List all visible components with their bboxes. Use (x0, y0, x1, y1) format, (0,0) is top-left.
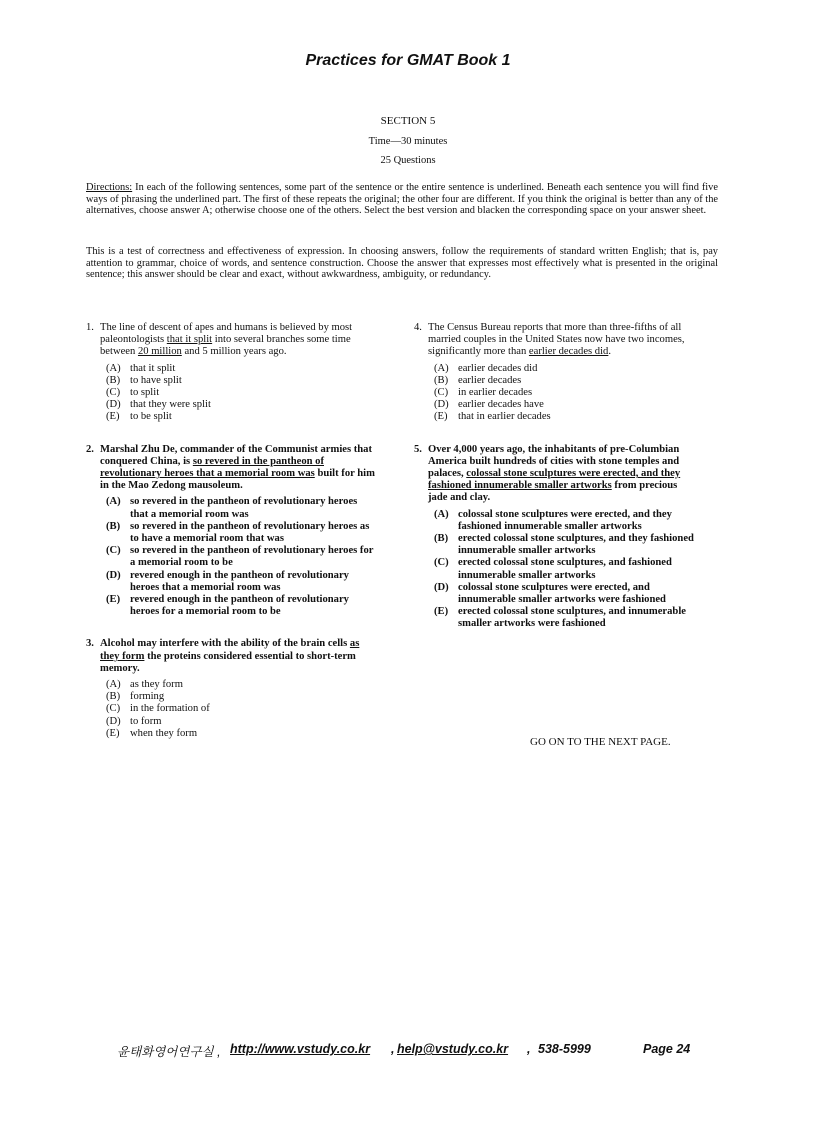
stem-text: into several branches some time between (100, 334, 351, 358)
answer-option-c[interactable]: (C) erected colossal stone sculptures, and fashioned innumerable smaller artworks (434, 557, 672, 581)
underlined-text: that it split (166, 334, 213, 346)
stem-text: Marshal Zhu De, commander of the Communist armies that conquered China, is (100, 443, 372, 467)
answer-option-c[interactable]: (C) in earlier decades (434, 387, 533, 399)
answer-option-d[interactable]: (D) colossal stone sculptures were erected, and innumerable smaller artworks were fashioned (434, 581, 666, 606)
question-stem (100, 638, 378, 675)
underlined-text: colossal stone sculptures were erected, and they fashioned innumerable smaller artworks (428, 468, 681, 492)
question-number: 4. (414, 322, 422, 333)
answer-options (100, 363, 378, 424)
answer-option-b[interactable]: (B) so revered in the pantheon of revolutionary heroes as to have a memorial room that was (106, 520, 370, 545)
underlined-text: 20 million (137, 346, 182, 358)
underlined-text: so revered in the pantheon of revolutionary heroes that a memorial room was (100, 455, 324, 480)
stem-text: the proteins considered essential to short-term memory. (100, 650, 356, 674)
answer-options (428, 509, 698, 631)
section-number: SECTION 5 (380, 115, 436, 127)
answer-option-b[interactable]: (B) forming (106, 691, 165, 703)
answer-option-c[interactable]: (C) in the formation of (106, 703, 210, 715)
question-number: 5. (414, 443, 422, 455)
answer-option-b[interactable]: (B) earlier decades (434, 374, 522, 386)
stem-text: . (608, 346, 611, 358)
right-column (414, 322, 698, 631)
underlined-text: as they form (100, 638, 360, 662)
footer-separator: , (391, 1042, 395, 1056)
footer-separator: , (527, 1042, 531, 1056)
answer-option-e[interactable]: (E) when they form (106, 727, 198, 739)
answer-option-a[interactable]: (A) so revered in the pantheon of revolutionary heroes that a memorial room was (106, 496, 358, 520)
answer-options (428, 363, 698, 424)
answer-option-b[interactable]: (B) to have split (106, 374, 182, 386)
question-stem (428, 322, 698, 359)
answer-option-e[interactable]: (E) to be split (106, 411, 172, 423)
stem-text: Alcohol may interfere with the ability of the brain cells (100, 638, 350, 650)
answer-option-d[interactable]: (D) revered enough in the pantheon of revolutionary heroes that a memorial room was (106, 569, 349, 593)
stem-text: Over 4,000 years ago, the inhabitants of pre-Columbian America built hundreds of cities with stone temples and palaces, (428, 443, 680, 480)
section-question-count: 25 Questions (380, 155, 436, 166)
question-number: 1. (86, 322, 94, 333)
footer-url-link[interactable]: http://www.vstudy.co.kr (230, 1042, 371, 1056)
page-number: Page 24 (643, 1042, 691, 1056)
question-4 (414, 322, 698, 424)
directions-paragraph (86, 182, 718, 217)
question-3 (86, 638, 378, 740)
question-2 (86, 444, 378, 619)
stem-text: built for him in the Mao Zedong mausoleum. (100, 468, 375, 492)
footer-org: 윤태화영어연구실 , (117, 1045, 221, 1059)
question-number: 3. (86, 638, 94, 650)
underlined-text: earlier decades did (528, 346, 609, 358)
footer-email-link[interactable]: help@vstudy.co.kr (397, 1042, 509, 1056)
answer-option-a[interactable]: (A) earlier decades did (434, 362, 538, 374)
left-column (86, 322, 378, 740)
answer-option-d[interactable]: (D) that they were split (106, 399, 211, 411)
question-1 (86, 322, 378, 424)
answer-options (100, 496, 378, 618)
section-time: Time—30 minutes (368, 136, 448, 147)
directions-text: In each of the following sentences, some part of the sentence or the entire sentence is underlined. Beneath each sentence you will find five ways of phrasing the underlined part. The first of these repeats the original; the other four are different. If you think the original is better than any of the alternatives, choose answer A; otherwise choose one of the others. Select the best version and blacken the corresponding space on your answer sheet. (86, 182, 718, 217)
answer-option-e[interactable]: (E) erected colossal stone sculptures, and innumerable smaller artworks were fashioned (434, 606, 686, 630)
question-stem (100, 322, 378, 359)
stem-text: The line of descent of apes and humans is believed by most paleontologists (100, 322, 353, 346)
intro-paragraph: This is a test of correctness and effectiveness of expression. In choosing answers, follow the requirements of standard written English; that is, pay attention to grammar, choice of words, and sentence construction. Choose the answer that expresses most effectively what is presented in the original sentence; this answer should be clear and exact, without awkwardness, ambiguity, or redundancy. (86, 246, 718, 281)
stem-text: and 5 million years ago. (181, 346, 287, 358)
answer-option-e[interactable]: (E) that in earlier decades (434, 411, 551, 423)
answer-option-d[interactable]: (D) to form (106, 715, 162, 727)
question-number: 2. (86, 443, 94, 455)
answer-option-e[interactable]: (E) revered enough in the pantheon of revolutionary heroes for a memorial room to be (106, 594, 349, 618)
directions-label: Directions: (86, 182, 133, 193)
answer-option-d[interactable]: (D) earlier decades have (434, 399, 544, 411)
answer-option-b[interactable]: (B) erected colossal stone sculptures, and they fashioned innumerable smaller artworks (434, 533, 694, 557)
question-stem (428, 444, 698, 505)
answer-options (100, 679, 378, 740)
answer-option-a[interactable]: (A) colossal stone sculptures were erected, and they fashioned innumerable smaller artworks (434, 508, 672, 532)
answer-option-c[interactable]: (C) to split (106, 387, 160, 399)
question-5 (414, 444, 698, 631)
go-on-notice: GO ON TO THE NEXT PAGE. (530, 736, 671, 748)
answer-option-a[interactable]: (A) as they form (106, 679, 183, 691)
answer-option-c[interactable]: (C) so revered in the pantheon of revolutionary heroes for a memorial room to be (106, 545, 374, 569)
answer-option-a[interactable]: (A) that it split (106, 362, 176, 374)
stem-text: The Census Bureau reports that more than three-fifths of all married couples in the United States now have two incomes, significantly more than (428, 322, 685, 358)
page-header-title: Practices for GMAT Book 1 (305, 52, 511, 69)
footer-phone: 538-5999 (538, 1042, 591, 1056)
question-stem (100, 444, 378, 493)
stem-text: from precious jade and clay. (428, 480, 678, 504)
